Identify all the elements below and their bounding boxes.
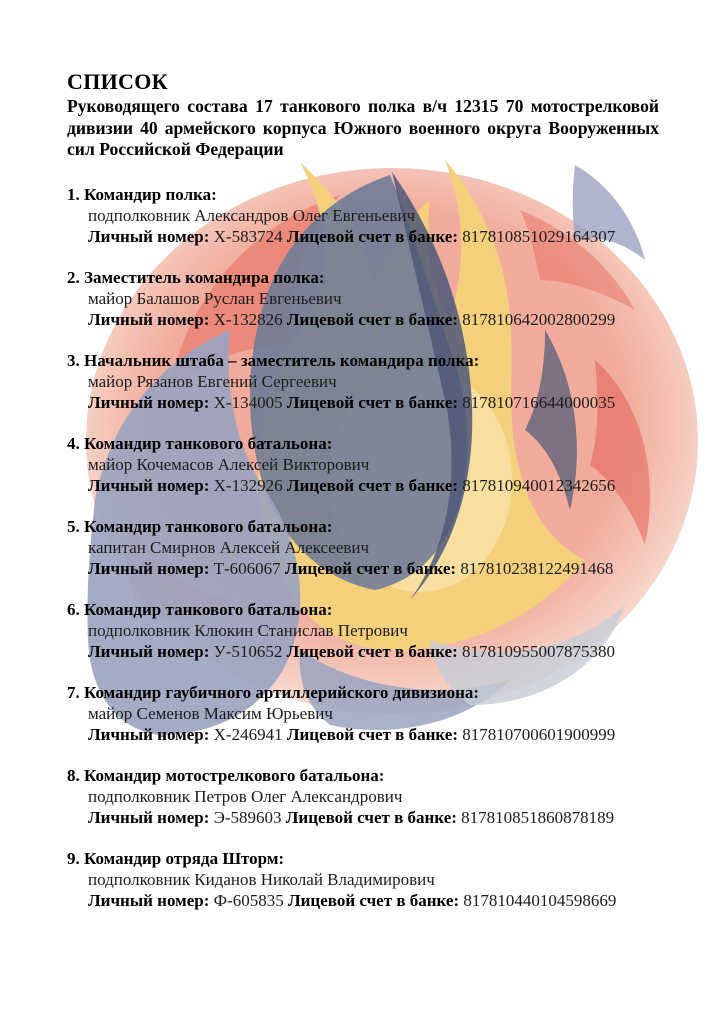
personal-number-value: Ф-605835 xyxy=(213,890,284,910)
entry-person-name: подполковник Петров Олег Александрович xyxy=(88,786,403,806)
entry-person-name: майор Балашов Руслан Евгеньевич xyxy=(88,288,342,308)
entry-position: Командир танкового батальона: xyxy=(84,433,333,453)
bank-account-label: Лицевой счет в банке: xyxy=(285,807,457,827)
entry-position-line xyxy=(67,765,659,786)
entry-person-name: майор Кочемасов Алексей Викторович xyxy=(88,454,370,474)
bank-account-value: 817810851860878189 xyxy=(461,807,615,827)
entry-numbers-line xyxy=(88,641,659,662)
bank-account-value: 817810716644000035 xyxy=(462,392,616,412)
bank-account-value: 817810700601900999 xyxy=(462,724,616,744)
entry-position: Начальник штаба – заместитель командира полка: xyxy=(84,350,480,370)
personal-number-label: Личный номер: xyxy=(88,226,210,246)
bank-account-label: Лицевой счет в банке: xyxy=(286,475,458,495)
bank-account-value: 817810851029164307 xyxy=(462,226,616,246)
bank-account-value: 817810642002800299 xyxy=(462,309,616,329)
bank-account-value: 817810440104598669 xyxy=(463,890,617,910)
entry-position: Командир танкового батальона: xyxy=(84,516,333,536)
officer-list xyxy=(67,184,659,911)
personal-number-value: Э-589603 xyxy=(213,807,282,827)
entry-position-line xyxy=(67,267,659,288)
bank-account-value: 817810238122491468 xyxy=(460,558,614,578)
document-content xyxy=(67,69,659,931)
bank-account-label: Лицевой счет в банке: xyxy=(286,641,458,661)
entry-numbers-line xyxy=(88,475,659,496)
list-item xyxy=(67,516,659,579)
entry-person-name: подполковник Клюкин Станислав Петрович xyxy=(88,620,408,640)
entry-number: 8. xyxy=(67,765,80,785)
entry-position: Командир полка: xyxy=(84,184,217,204)
bank-account-value: 817810940012342656 xyxy=(462,475,616,495)
entry-numbers-line xyxy=(88,724,659,745)
list-item xyxy=(67,433,659,496)
entry-numbers-line xyxy=(88,226,659,247)
personal-number-label: Личный номер: xyxy=(88,641,210,661)
entry-position: Командир гаубичного артиллерийского дивизиона: xyxy=(84,682,480,702)
entry-position: Командир мотострелкового батальона: xyxy=(84,765,385,785)
list-item xyxy=(67,765,659,828)
entry-position-line xyxy=(67,433,659,454)
personal-number-label: Личный номер: xyxy=(88,807,210,827)
entry-person-name: майор Семенов Максим Юрьевич xyxy=(88,703,333,723)
personal-number-label: Личный номер: xyxy=(88,392,210,412)
list-item xyxy=(67,599,659,662)
personal-number-value: Т-606067 xyxy=(213,558,281,578)
entry-position-line xyxy=(67,848,659,869)
document-subtitle: Руководящего состава 17 танкового полка в/ч 12315 70 мотострелковой дивизии 40 армейского корпуса Южного военного округа Вооруженных сил Российской Федерации xyxy=(67,96,659,159)
bank-account-label: Лицевой счет в банке: xyxy=(286,392,458,412)
bank-account-label: Лицевой счет в банке: xyxy=(284,558,457,578)
bank-account-label: Лицевой счет в банке: xyxy=(286,226,458,246)
entry-position: Заместитель командира полка: xyxy=(84,267,325,287)
personal-number-value: Х-246941 xyxy=(213,724,283,744)
entry-number: 5. xyxy=(67,516,80,536)
entry-number: 2. xyxy=(67,267,80,287)
entry-position-line xyxy=(67,184,659,205)
list-item xyxy=(67,350,659,413)
personal-number-value: Х-132926 xyxy=(213,475,283,495)
entry-numbers-line xyxy=(88,309,659,330)
bank-account-label: Лицевой счет в банке: xyxy=(286,724,458,744)
list-item xyxy=(67,848,659,911)
entry-number: 4. xyxy=(67,433,80,453)
entry-person-name: майор Рязанов Евгений Сергеевич xyxy=(88,371,337,391)
entry-position: Командир отряда Шторм: xyxy=(84,848,285,868)
entry-numbers-line xyxy=(88,392,659,413)
entry-position: Командир танкового батальона: xyxy=(84,599,333,619)
list-item xyxy=(67,682,659,745)
bank-account-label: Лицевой счет в банке: xyxy=(287,890,460,910)
entry-numbers-line xyxy=(88,807,659,828)
page-title: СПИСОК xyxy=(67,69,168,94)
personal-number-value: У-510652 xyxy=(213,641,283,661)
personal-number-value: Х-134005 xyxy=(213,392,283,412)
entry-person-name: подполковник Киданов Николай Владимирович xyxy=(88,869,435,889)
entry-person-name: капитан Смирнов Алексей Алексеевич xyxy=(88,537,370,557)
entry-position-line xyxy=(67,350,659,371)
personal-number-label: Личный номер: xyxy=(88,890,210,910)
list-item xyxy=(67,184,659,247)
entry-position-line xyxy=(67,516,659,537)
entry-position-line xyxy=(67,682,659,703)
entry-number: 3. xyxy=(67,350,80,370)
entry-position-line xyxy=(67,599,659,620)
entry-numbers-line xyxy=(88,558,659,579)
bank-account-label: Лицевой счет в банке: xyxy=(286,309,458,329)
entry-number: 7. xyxy=(67,682,80,702)
entry-person-name: подполковник Александров Олег Евгеньевич xyxy=(88,205,416,225)
personal-number-label: Личный номер: xyxy=(88,558,210,578)
personal-number-label: Личный номер: xyxy=(88,475,210,495)
entry-numbers-line xyxy=(88,890,659,911)
entry-number: 1. xyxy=(67,184,80,204)
entry-number: 9. xyxy=(67,848,80,868)
personal-number-value: Х-583724 xyxy=(213,226,283,246)
entry-number: 6. xyxy=(67,599,80,619)
bank-account-value: 817810955007875380 xyxy=(461,641,615,661)
personal-number-label: Личный номер: xyxy=(88,309,210,329)
personal-number-value: Х-132826 xyxy=(213,309,283,329)
list-item xyxy=(67,267,659,330)
personal-number-label: Личный номер: xyxy=(88,724,210,744)
